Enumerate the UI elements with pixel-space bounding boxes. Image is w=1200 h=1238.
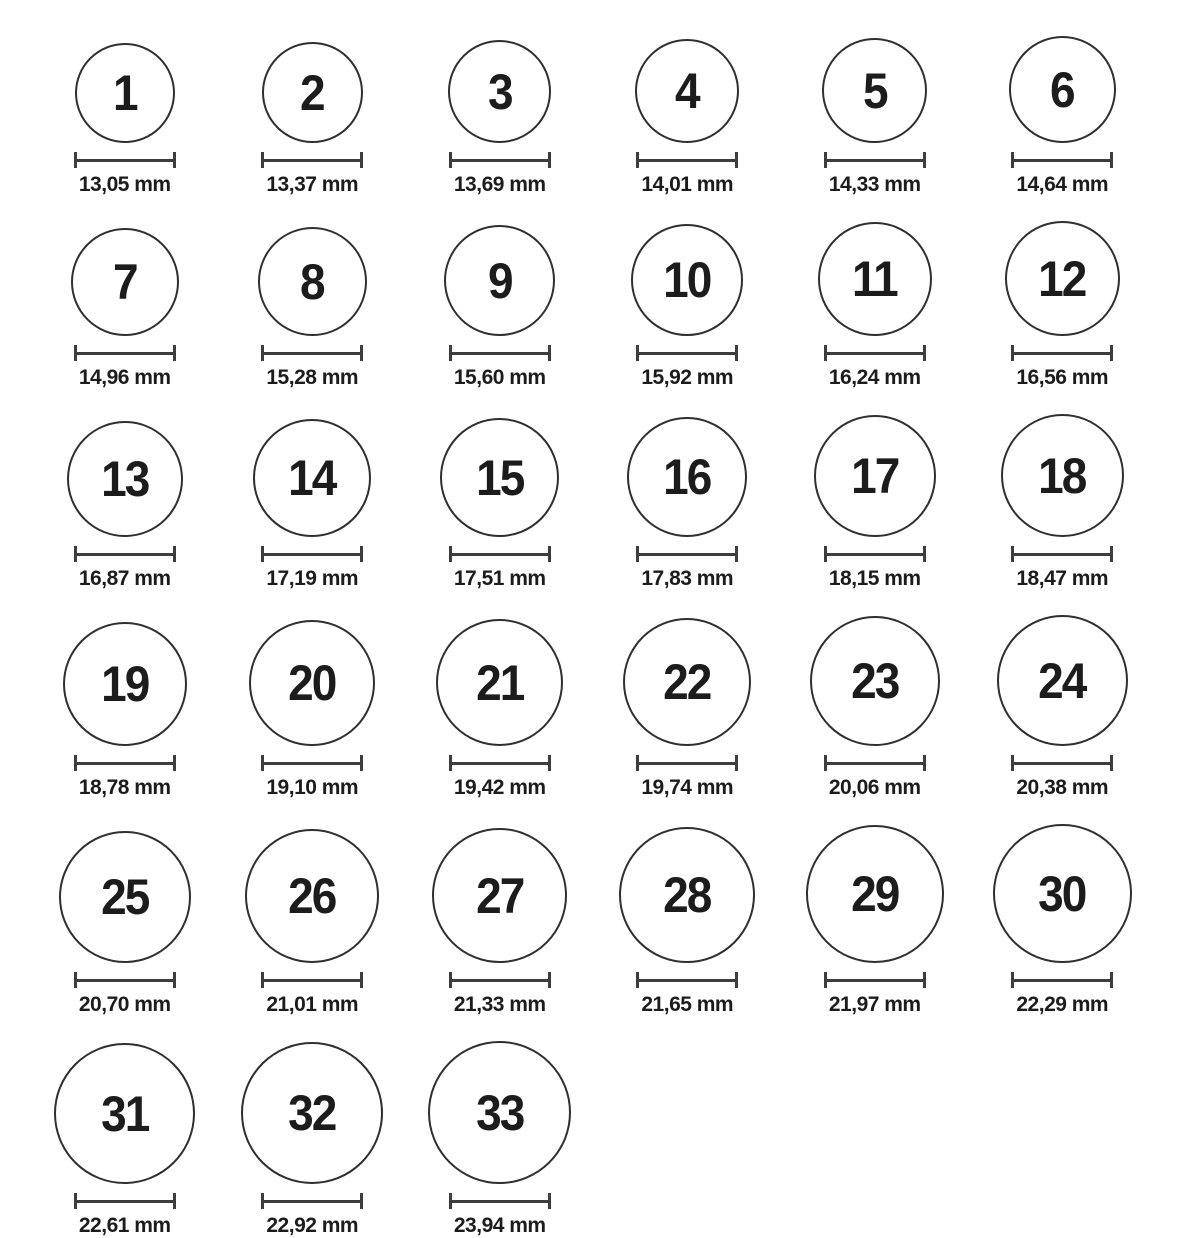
- ring-size-number: 6: [1050, 61, 1075, 118]
- ring-size-number: 16: [663, 449, 711, 505]
- ring-size-number: 7: [112, 254, 137, 310]
- measure-bar: [824, 159, 926, 162]
- diameter-measure-line: [449, 972, 551, 988]
- ring-size-number: 15: [476, 449, 524, 506]
- diameter-measure-line: [824, 546, 926, 562]
- diameter-measure-line: [74, 152, 176, 168]
- ring-size-item: [781, 222, 969, 390]
- diameter-measure-line: [261, 755, 363, 771]
- measure-tick-right-icon: [1110, 345, 1113, 361]
- ring-size-item: [31, 421, 219, 591]
- ring-diameter-label: 21,01 mm: [266, 993, 359, 1016]
- ring-size-number: 2: [300, 64, 325, 121]
- ring-size-number: 26: [288, 868, 336, 924]
- ring-diameter-label: 21,33 mm: [453, 993, 546, 1016]
- diameter-measure-line: [636, 152, 738, 168]
- measure-bar: [261, 553, 363, 556]
- ring-size-item: [406, 619, 594, 800]
- diameter-measure-line: [1011, 755, 1113, 771]
- ring-circle: [631, 224, 743, 336]
- diameter-measure-line: [261, 546, 363, 562]
- ring-circle: [67, 421, 183, 537]
- diameter-measure-line: [261, 152, 363, 168]
- ring-circle: [428, 1041, 571, 1184]
- measure-bar: [636, 762, 738, 765]
- measure-tick-right-icon: [735, 152, 738, 168]
- diameter-measure-line: [74, 755, 176, 771]
- ring-size-number: 17: [851, 448, 899, 504]
- measure-tick-right-icon: [548, 546, 551, 562]
- chart-row: [31, 36, 1200, 197]
- ring-diameter-label: 21,97 mm: [828, 993, 921, 1016]
- ring-diameter-label: 20,38 mm: [1016, 776, 1109, 799]
- chart-row: [31, 221, 1200, 390]
- ring-size-number: 18: [1038, 447, 1086, 504]
- diameter-measure-line: [1011, 345, 1113, 361]
- measure-bar: [449, 1200, 551, 1203]
- measure-tick-right-icon: [360, 1193, 363, 1209]
- diameter-measure-line: [1011, 972, 1113, 988]
- ring-circle: [810, 616, 940, 746]
- measure-tick-right-icon: [923, 152, 926, 168]
- measure-bar: [449, 352, 551, 355]
- ring-size-number: 11: [852, 251, 898, 307]
- ring-circle: [253, 419, 371, 537]
- measure-tick-right-icon: [173, 755, 176, 771]
- measure-tick-right-icon: [1110, 755, 1113, 771]
- ring-circle: [75, 43, 175, 143]
- ring-diameter-label: 18,15 mm: [828, 567, 921, 590]
- diameter-measure-line: [74, 1193, 176, 1209]
- measure-tick-right-icon: [735, 345, 738, 361]
- ring-circle: [432, 828, 567, 963]
- ring-size-item: [219, 829, 407, 1017]
- ring-diameter-label: 13,05 mm: [78, 173, 171, 196]
- ring-diameter-label: 17,19 mm: [266, 567, 359, 590]
- ring-size-item: [781, 616, 969, 800]
- diameter-measure-line: [1011, 546, 1113, 562]
- ring-circle: [249, 620, 375, 746]
- ring-size-item: [594, 827, 782, 1017]
- measure-bar: [1011, 159, 1113, 162]
- ring-size-item: [781, 38, 969, 197]
- ring-circle: [1005, 221, 1120, 336]
- ring-size-item: [969, 824, 1157, 1017]
- diameter-measure-line: [824, 972, 926, 988]
- measure-tick-right-icon: [923, 546, 926, 562]
- ring-circle: [623, 618, 751, 746]
- ring-size-item: [781, 415, 969, 591]
- measure-bar: [74, 553, 176, 556]
- ring-diameter-label: 21,65 mm: [641, 993, 734, 1016]
- measure-tick-right-icon: [548, 1193, 551, 1209]
- ring-size-number: 32: [288, 1085, 336, 1141]
- ring-circle: [635, 39, 739, 143]
- measure-bar: [449, 762, 551, 765]
- ring-size-number: 8: [300, 253, 325, 310]
- ring-circle: [59, 831, 191, 963]
- measure-bar: [824, 979, 926, 982]
- ring-circle: [245, 829, 379, 963]
- ring-size-item: [969, 221, 1157, 390]
- ring-size-number: 30: [1038, 865, 1086, 922]
- ring-size-number: 28: [663, 867, 711, 923]
- ring-diameter-label: 20,70 mm: [78, 993, 171, 1016]
- measure-tick-right-icon: [360, 972, 363, 988]
- diameter-measure-line: [636, 972, 738, 988]
- ring-size-item: [594, 417, 782, 591]
- ring-circle: [63, 622, 187, 746]
- ring-circle: [814, 415, 936, 537]
- measure-tick-right-icon: [735, 546, 738, 562]
- ring-size-item: [31, 228, 219, 390]
- ring-circle: [806, 825, 944, 963]
- ring-size-item: [594, 618, 782, 800]
- diameter-measure-line: [74, 345, 176, 361]
- measure-tick-right-icon: [173, 972, 176, 988]
- ring-size-number: 5: [862, 62, 887, 119]
- measure-tick-right-icon: [360, 755, 363, 771]
- diameter-measure-line: [824, 345, 926, 361]
- diameter-measure-line: [449, 345, 551, 361]
- ring-circle: [822, 38, 927, 143]
- chart-row: [31, 414, 1200, 591]
- ring-diameter-label: 15,92 mm: [641, 366, 734, 389]
- measure-tick-right-icon: [923, 345, 926, 361]
- ring-circle: [997, 615, 1128, 746]
- ring-circle: [436, 619, 563, 746]
- measure-tick-right-icon: [173, 1193, 176, 1209]
- ring-size-item: [31, 43, 219, 197]
- ring-size-number: 25: [101, 869, 149, 925]
- measure-tick-right-icon: [360, 345, 363, 361]
- diameter-measure-line: [449, 546, 551, 562]
- measure-tick-right-icon: [548, 755, 551, 771]
- measure-tick-right-icon: [173, 345, 176, 361]
- chart-row: [31, 1041, 1200, 1238]
- ring-diameter-label: 22,29 mm: [1016, 993, 1109, 1016]
- ring-size-item: [969, 36, 1157, 197]
- ring-size-number: 4: [675, 63, 700, 119]
- measure-bar: [261, 1200, 363, 1203]
- measure-tick-right-icon: [923, 755, 926, 771]
- measure-bar: [74, 352, 176, 355]
- ring-circle: [627, 417, 747, 537]
- ring-circle: [71, 228, 179, 336]
- measure-bar: [1011, 979, 1113, 982]
- ring-size-item: [31, 1043, 219, 1238]
- ring-diameter-label: 22,61 mm: [78, 1214, 171, 1237]
- ring-size-item: [219, 620, 407, 800]
- diameter-measure-line: [449, 755, 551, 771]
- ring-size-number: 14: [288, 450, 336, 506]
- measure-tick-right-icon: [735, 972, 738, 988]
- ring-size-item: [219, 227, 407, 390]
- measure-bar: [261, 979, 363, 982]
- ring-size-number: 19: [101, 656, 149, 712]
- measure-bar: [449, 159, 551, 162]
- ring-diameter-label: 16,87 mm: [78, 567, 171, 590]
- ring-diameter-label: 14,33 mm: [828, 173, 921, 196]
- measure-bar: [636, 159, 738, 162]
- measure-bar: [449, 979, 551, 982]
- measure-tick-right-icon: [360, 152, 363, 168]
- ring-size-item: [594, 224, 782, 390]
- ring-diameter-label: 18,47 mm: [1016, 567, 1109, 590]
- measure-bar: [1011, 553, 1113, 556]
- ring-diameter-label: 18,78 mm: [78, 776, 171, 799]
- measure-bar: [74, 979, 176, 982]
- ring-size-number: 23: [851, 653, 899, 709]
- diameter-measure-line: [261, 972, 363, 988]
- ring-circle: [1001, 414, 1124, 537]
- ring-diameter-label: 13,69 mm: [453, 173, 546, 196]
- ring-diameter-label: 22,92 mm: [266, 1214, 359, 1237]
- ring-circle: [448, 40, 551, 143]
- ring-diameter-label: 19,10 mm: [266, 776, 359, 799]
- measure-bar: [74, 762, 176, 765]
- measure-bar: [636, 352, 738, 355]
- diameter-measure-line: [636, 546, 738, 562]
- measure-tick-right-icon: [1110, 546, 1113, 562]
- diameter-measure-line: [261, 1193, 363, 1209]
- diameter-measure-line: [824, 755, 926, 771]
- measure-tick-right-icon: [548, 152, 551, 168]
- ring-size-number: 12: [1038, 250, 1086, 307]
- diameter-measure-line: [449, 152, 551, 168]
- measure-bar: [74, 1200, 176, 1203]
- ring-circle: [258, 227, 367, 336]
- measure-bar: [261, 762, 363, 765]
- measure-bar: [636, 553, 738, 556]
- measure-bar: [449, 553, 551, 556]
- ring-size-number: 1: [112, 65, 137, 121]
- ring-diameter-label: 14,01 mm: [641, 173, 734, 196]
- chart-row: [31, 824, 1200, 1017]
- ring-size-item: [219, 42, 407, 197]
- measure-bar: [824, 553, 926, 556]
- measure-bar: [261, 352, 363, 355]
- measure-bar: [74, 159, 176, 162]
- ring-size-number: 13: [101, 451, 149, 507]
- measure-tick-right-icon: [173, 152, 176, 168]
- ring-diameter-label: 17,83 mm: [641, 567, 734, 590]
- ring-size-number: 9: [487, 252, 512, 309]
- measure-tick-right-icon: [548, 345, 551, 361]
- ring-size-item: [31, 622, 219, 800]
- ring-size-number: 20: [288, 655, 336, 711]
- ring-size-item: [406, 418, 594, 591]
- ring-circle: [440, 418, 559, 537]
- ring-size-number: 3: [487, 63, 512, 120]
- measure-bar: [1011, 352, 1113, 355]
- ring-diameter-label: 23,94 mm: [453, 1214, 546, 1237]
- ring-size-number: 27: [476, 867, 524, 924]
- ring-diameter-label: 19,42 mm: [453, 776, 546, 799]
- ring-circle: [1009, 36, 1116, 143]
- ring-size-item: [31, 831, 219, 1017]
- ring-circle: [262, 42, 363, 143]
- diameter-measure-line: [636, 345, 738, 361]
- measure-tick-right-icon: [548, 972, 551, 988]
- ring-size-item: [969, 615, 1157, 800]
- ring-circle: [54, 1043, 195, 1184]
- ring-size-item: [406, 40, 594, 197]
- ring-size-item: [406, 828, 594, 1017]
- ring-size-number: 21: [476, 654, 524, 711]
- diameter-measure-line: [636, 755, 738, 771]
- ring-circle: [619, 827, 755, 963]
- diameter-measure-line: [74, 972, 176, 988]
- ring-size-number: 10: [663, 252, 711, 308]
- diameter-measure-line: [74, 546, 176, 562]
- ring-circle: [993, 824, 1132, 963]
- measure-bar: [1011, 762, 1113, 765]
- diameter-measure-line: [1011, 152, 1113, 168]
- measure-tick-right-icon: [1110, 972, 1113, 988]
- ring-size-number: 22: [663, 654, 711, 710]
- ring-diameter-label: 19,74 mm: [641, 776, 734, 799]
- ring-diameter-label: 20,06 mm: [828, 776, 921, 799]
- ring-circle: [444, 225, 555, 336]
- chart-row: [31, 615, 1200, 800]
- ring-size-item: [406, 225, 594, 390]
- ring-size-item: [969, 414, 1157, 591]
- ring-size-item: [781, 825, 969, 1017]
- measure-tick-right-icon: [735, 755, 738, 771]
- ring-circle: [241, 1042, 383, 1184]
- measure-bar: [824, 762, 926, 765]
- ring-size-item: [406, 1041, 594, 1238]
- ring-diameter-label: 13,37 mm: [266, 173, 359, 196]
- ring-circle: [818, 222, 932, 336]
- diameter-measure-line: [261, 345, 363, 361]
- ring-diameter-label: 16,24 mm: [828, 366, 921, 389]
- ring-size-item: [219, 1042, 407, 1238]
- ring-diameter-label: 15,28 mm: [266, 366, 359, 389]
- diameter-measure-line: [824, 152, 926, 168]
- ring-diameter-label: 17,51 mm: [453, 567, 546, 590]
- ring-size-item: [219, 419, 407, 591]
- measure-bar: [261, 159, 363, 162]
- measure-tick-right-icon: [1110, 152, 1113, 168]
- ring-size-number: 29: [851, 866, 899, 922]
- ring-size-number: 31: [101, 1085, 149, 1142]
- measure-tick-right-icon: [360, 546, 363, 562]
- measure-bar: [824, 352, 926, 355]
- ring-diameter-label: 15,60 mm: [453, 366, 546, 389]
- ring-size-number: 33: [476, 1084, 524, 1141]
- ring-diameter-label: 14,96 mm: [78, 366, 171, 389]
- ring-diameter-label: 16,56 mm: [1016, 366, 1109, 389]
- ring-diameter-label: 14,64 mm: [1016, 173, 1109, 196]
- diameter-measure-line: [449, 1193, 551, 1209]
- ring-size-number: 24: [1038, 652, 1086, 709]
- measure-bar: [636, 979, 738, 982]
- ring-size-item: [594, 39, 782, 197]
- measure-tick-right-icon: [173, 546, 176, 562]
- measure-tick-right-icon: [923, 972, 926, 988]
